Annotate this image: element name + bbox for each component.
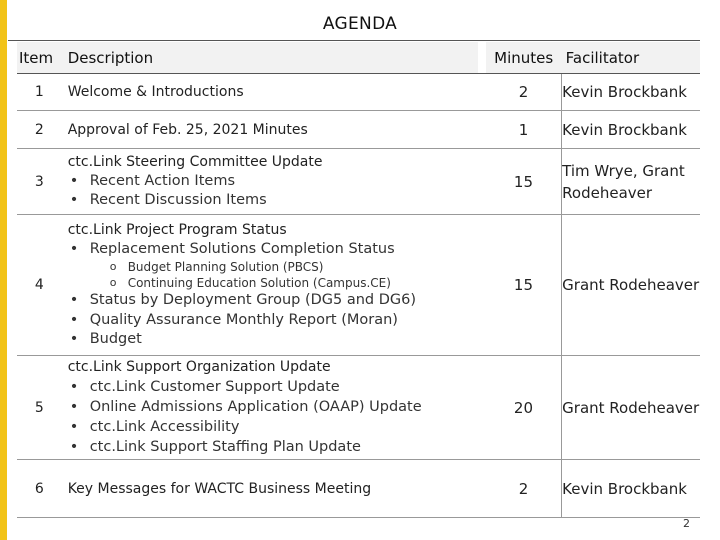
item-heading: ctc.Link Support Organization Update: [67, 359, 331, 375]
item-description: Welcome & Introductions: [62, 74, 478, 111]
item-facilitator: Kevin Brockbank: [562, 111, 700, 149]
page-title: AGENDA: [322, 14, 398, 34]
bullet-item: • Status by Deployment Group (DG5 and DG6): [68, 291, 478, 311]
bullet-item: • ctc.Link Support Staffing Plan Update: [68, 437, 478, 457]
bullet-item: • Budget: [68, 330, 478, 350]
bullet-item: • Online Admissions Application (OAAP) Update: [68, 397, 478, 417]
item-heading: ctc.Link Steering Committee Update: [67, 153, 323, 170]
item-facilitator: Grant Rodeheaver: [562, 356, 700, 460]
header-divider: [8, 40, 700, 41]
sub-bullet-item: o Budget Planning Solution (PBCS): [68, 259, 478, 275]
page-number: 2: [683, 517, 690, 530]
table-row: [17, 74, 700, 111]
table-header-row: [17, 42, 700, 74]
item-number: 3: [17, 149, 62, 215]
table-row: [17, 460, 700, 518]
bullet-item: • Quality Assurance Monthly Report (Moran): [68, 311, 478, 331]
item-facilitator: Grant Rodeheaver: [562, 215, 700, 356]
column-header-item: Item: [17, 42, 62, 74]
item-minutes: 20: [486, 356, 562, 460]
item-number: 6: [17, 460, 62, 518]
item-description: [62, 356, 478, 460]
column-gap: [478, 42, 486, 74]
item-minutes: 2: [486, 74, 562, 111]
bullet-item: • Replacement Solutions Completion Status: [68, 240, 478, 260]
item-description: [62, 215, 478, 356]
item-facilitator: Kevin Brockbank: [562, 460, 700, 518]
table-row: [17, 111, 700, 149]
column-header-facilitator: Facilitator: [562, 42, 700, 74]
column-header-minutes: Minutes: [486, 42, 562, 74]
accent-bar: [0, 0, 7, 540]
item-number: 5: [17, 356, 62, 460]
agenda-table: [17, 42, 700, 518]
item-facilitator: Kevin Brockbank: [562, 74, 700, 111]
item-number: 4: [17, 215, 62, 356]
item-minutes: 15: [486, 149, 562, 215]
bullet-item: • ctc.Link Accessibility: [68, 417, 478, 437]
bullet-item: • Recent Discussion Items: [68, 191, 478, 211]
item-heading: ctc.Link Project Program Status: [67, 221, 287, 238]
item-minutes: 2: [486, 460, 562, 518]
item-description: Key Messages for WACTC Business Meeting: [62, 460, 478, 518]
bullet-item: • ctc.Link Customer Support Update: [68, 377, 478, 397]
item-description: [62, 149, 478, 215]
item-number: 2: [17, 111, 62, 149]
item-description: Approval of Feb. 25, 2021 Minutes: [62, 111, 478, 149]
table-row: [17, 149, 700, 215]
item-number: 1: [17, 74, 62, 111]
item-facilitator: Tim Wrye, Grant Rodeheaver: [562, 149, 700, 215]
column-header-description: Description: [62, 42, 478, 74]
table-row: [17, 356, 700, 460]
sub-bullet-item: o Continuing Education Solution (Campus.CE): [68, 275, 478, 291]
table-row: [17, 215, 700, 356]
bullet-item: • Recent Action Items: [68, 172, 478, 192]
item-minutes: 15: [486, 215, 562, 356]
item-minutes: 1: [486, 111, 562, 149]
